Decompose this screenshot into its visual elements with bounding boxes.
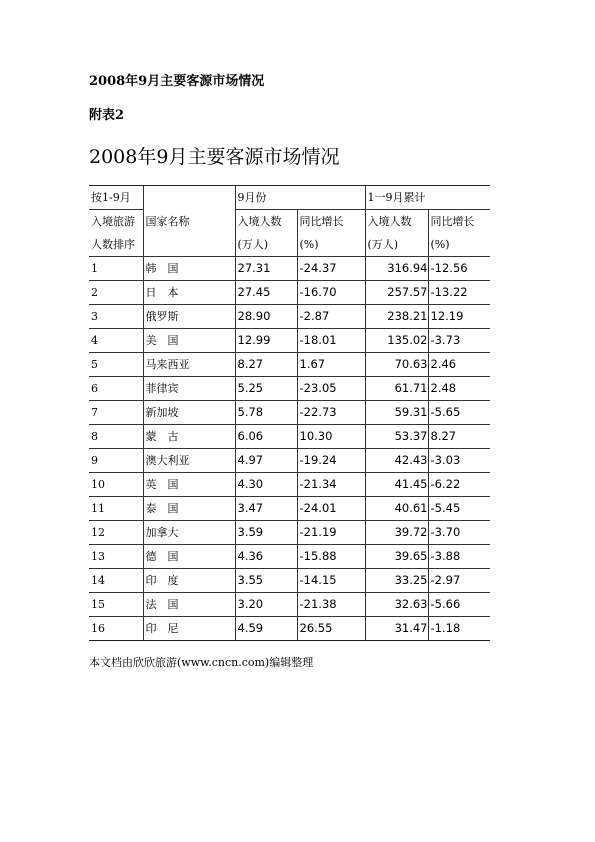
cum-visitors-cell: 53.37 bbox=[365, 425, 428, 449]
rank-cell: 10 bbox=[89, 473, 143, 497]
cumulative-group-header: 1一9月累计 bbox=[365, 186, 490, 210]
rank-cell: 2 bbox=[89, 281, 143, 305]
sep-growth-cell: -21.19 bbox=[297, 521, 365, 545]
cum-growth-cell: 8.27 bbox=[428, 425, 490, 449]
country-header-bottom bbox=[143, 233, 235, 257]
sep-growth-cell: 1.67 bbox=[297, 353, 365, 377]
cum-growth-cell: -3.03 bbox=[428, 449, 490, 473]
table-row bbox=[89, 281, 490, 305]
rank-cell: 7 bbox=[89, 401, 143, 425]
table-row bbox=[89, 305, 490, 329]
sep-growth-cell: -18.01 bbox=[297, 329, 365, 353]
table-row bbox=[89, 569, 490, 593]
sep-visitors-cell: 6.06 bbox=[235, 425, 297, 449]
cum-growth-cell: -3.73 bbox=[428, 329, 490, 353]
sep-visitors-cell: 27.45 bbox=[235, 281, 297, 305]
cum-growth-cell: -3.88 bbox=[428, 545, 490, 569]
cum-growth-cell: -1.18 bbox=[428, 617, 490, 641]
table-row bbox=[89, 401, 490, 425]
sep-growth-header: 同比增长 bbox=[297, 210, 365, 234]
sep-visitors-cell: 4.97 bbox=[235, 449, 297, 473]
country-cell: 印 度 bbox=[143, 569, 235, 593]
cum-growth-cell: -13.22 bbox=[428, 281, 490, 305]
country-cell: 英 国 bbox=[143, 473, 235, 497]
rank-cell: 8 bbox=[89, 425, 143, 449]
sep-growth-cell: -21.38 bbox=[297, 593, 365, 617]
table-body bbox=[89, 257, 490, 641]
sep-visitors-cell: 3.59 bbox=[235, 521, 297, 545]
cum-visitors-cell: 257.57 bbox=[365, 281, 428, 305]
rank-cell: 9 bbox=[89, 449, 143, 473]
sep-growth-cell: -2.87 bbox=[297, 305, 365, 329]
table-row bbox=[89, 473, 490, 497]
footer-note: 本文档由欣欣旅游(www.cncn.com)编辑整理 bbox=[89, 656, 314, 669]
sep-visitors-cell: 3.20 bbox=[235, 593, 297, 617]
sep-visitors-header: 入境人数 bbox=[235, 210, 297, 234]
cum-visitors-cell: 238.21 bbox=[365, 305, 428, 329]
rank-header-line3: 人数排序 bbox=[89, 233, 143, 257]
rank-cell: 12 bbox=[89, 521, 143, 545]
cum-visitors-cell: 41.45 bbox=[365, 473, 428, 497]
sep-growth-cell: -24.37 bbox=[297, 257, 365, 281]
cum-visitors-cell: 316.94 bbox=[365, 257, 428, 281]
cum-growth-cell: 2.48 bbox=[428, 377, 490, 401]
table-row bbox=[89, 377, 490, 401]
cum-visitors-cell: 40.61 bbox=[365, 497, 428, 521]
country-cell: 印 尼 bbox=[143, 617, 235, 641]
country-cell: 日 本 bbox=[143, 281, 235, 305]
sep-visitors-cell: 28.90 bbox=[235, 305, 297, 329]
sep-growth-cell: -16.70 bbox=[297, 281, 365, 305]
cum-visitors-cell: 61.71 bbox=[365, 377, 428, 401]
cum-visitors-cell: 32.63 bbox=[365, 593, 428, 617]
cum-growth-cell: -3.70 bbox=[428, 521, 490, 545]
country-cell: 法 国 bbox=[143, 593, 235, 617]
rank-cell: 5 bbox=[89, 353, 143, 377]
sep-growth-cell: -19.24 bbox=[297, 449, 365, 473]
cum-visitors-cell: 33.25 bbox=[365, 569, 428, 593]
rank-cell: 16 bbox=[89, 617, 143, 641]
country-cell: 澳大利亚 bbox=[143, 449, 235, 473]
table-row bbox=[89, 593, 490, 617]
rank-cell: 13 bbox=[89, 545, 143, 569]
sep-visitors-cell: 8.27 bbox=[235, 353, 297, 377]
sep-growth-cell: -23.05 bbox=[297, 377, 365, 401]
cum-growth-unit: (%) bbox=[428, 233, 490, 257]
country-header-top bbox=[143, 186, 235, 210]
table-row bbox=[89, 329, 490, 353]
sep-visitors-cell: 27.31 bbox=[235, 257, 297, 281]
table-row bbox=[89, 521, 490, 545]
rank-header-line2: 入境旅游 bbox=[91, 215, 135, 228]
rank-cell: 4 bbox=[89, 329, 143, 353]
country-cell: 蒙 古 bbox=[143, 425, 235, 449]
country-cell: 马来西亚 bbox=[143, 353, 235, 377]
sep-visitors-cell: 12.99 bbox=[235, 329, 297, 353]
table-title: 2008年9月主要客源市场情况 bbox=[89, 146, 340, 168]
cum-growth-header: 同比增长 bbox=[428, 210, 490, 234]
cum-growth-cell: -5.45 bbox=[428, 497, 490, 521]
country-cell: 美 国 bbox=[143, 329, 235, 353]
cum-growth-cell: -5.66 bbox=[428, 593, 490, 617]
rank-cell: 3 bbox=[89, 305, 143, 329]
rank-cell: 1 bbox=[89, 257, 143, 281]
cum-visitors-header: 入境人数 bbox=[365, 210, 428, 234]
country-cell: 德 国 bbox=[143, 545, 235, 569]
country-cell: 韩 国 bbox=[143, 257, 235, 281]
country-cell: 俄罗斯 bbox=[143, 305, 235, 329]
country-header: 国家名称 bbox=[143, 210, 235, 234]
sep-growth-cell: 26.55 bbox=[297, 617, 365, 641]
rank-cell: 15 bbox=[89, 593, 143, 617]
sep-visitors-cell: 4.59 bbox=[235, 617, 297, 641]
cum-growth-cell: -2.97 bbox=[428, 569, 490, 593]
cum-growth-cell: -5.65 bbox=[428, 401, 490, 425]
rank-cell: 6 bbox=[89, 377, 143, 401]
table-row bbox=[89, 257, 490, 281]
sep-growth-cell: -14.15 bbox=[297, 569, 365, 593]
table-row bbox=[89, 425, 490, 449]
table-row bbox=[89, 353, 490, 377]
appendix-label: 附表2 bbox=[89, 108, 125, 123]
sep-visitors-cell: 5.25 bbox=[235, 377, 297, 401]
country-cell: 菲律宾 bbox=[143, 377, 235, 401]
country-cell: 泰 国 bbox=[143, 497, 235, 521]
sep-visitors-cell: 4.36 bbox=[235, 545, 297, 569]
cum-growth-cell: 12.19 bbox=[428, 305, 490, 329]
country-cell: 新加坡 bbox=[143, 401, 235, 425]
sep-visitors-cell: 3.55 bbox=[235, 569, 297, 593]
table-row bbox=[89, 497, 490, 521]
cum-visitors-cell: 39.65 bbox=[365, 545, 428, 569]
cum-visitors-cell: 135.02 bbox=[365, 329, 428, 353]
sep-visitors-cell: 3.47 bbox=[235, 497, 297, 521]
cum-growth-cell: 2.46 bbox=[428, 353, 490, 377]
cum-visitors-cell: 39.72 bbox=[365, 521, 428, 545]
cum-growth-cell: -6.22 bbox=[428, 473, 490, 497]
sep-visitors-unit: (万人) bbox=[235, 233, 297, 257]
table-row bbox=[89, 617, 490, 641]
sep-visitors-cell: 4.30 bbox=[235, 473, 297, 497]
document-heading: 2008年9月主要客源市场情况 bbox=[89, 74, 265, 89]
rank-cell: 14 bbox=[89, 569, 143, 593]
cum-visitors-cell: 42.43 bbox=[365, 449, 428, 473]
country-cell: 加拿大 bbox=[143, 521, 235, 545]
cum-visitors-unit: (万人) bbox=[365, 233, 428, 257]
sep-growth-cell: -21.34 bbox=[297, 473, 365, 497]
cum-growth-cell: -12.56 bbox=[428, 257, 490, 281]
september-group-header: 9月份 bbox=[235, 186, 365, 210]
sep-growth-cell: -22.73 bbox=[297, 401, 365, 425]
sep-visitors-cell: 5.78 bbox=[235, 401, 297, 425]
table-row bbox=[89, 545, 490, 569]
cum-visitors-cell: 70.63 bbox=[365, 353, 428, 377]
rank-header-line1: 按1-9月 bbox=[89, 186, 143, 210]
sep-growth-cell: 10.30 bbox=[297, 425, 365, 449]
cum-visitors-cell: 31.47 bbox=[365, 617, 428, 641]
rank-cell: 11 bbox=[89, 497, 143, 521]
cum-visitors-cell: 59.31 bbox=[365, 401, 428, 425]
market-table bbox=[89, 185, 490, 641]
table-row bbox=[89, 449, 490, 473]
sep-growth-cell: -15.88 bbox=[297, 545, 365, 569]
sep-growth-cell: -24.01 bbox=[297, 497, 365, 521]
sep-growth-unit: (%) bbox=[297, 233, 365, 257]
